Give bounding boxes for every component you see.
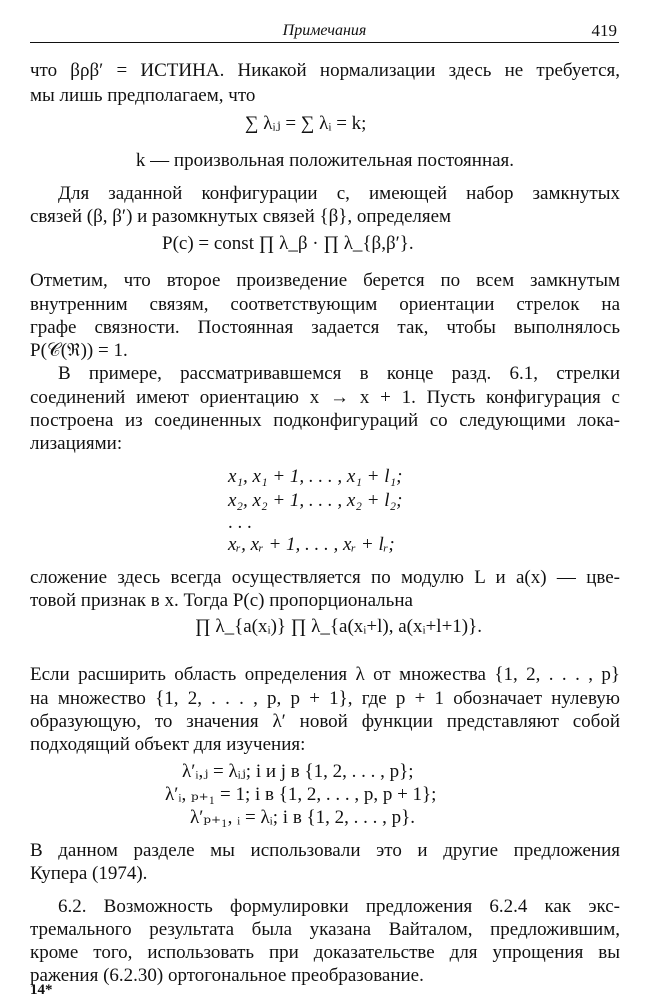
text-line: Для заданной конфигурации c, имеющей набор замкнутых xyxy=(58,183,620,204)
formula-lambda-3: λ′ₚ₊₁, ᵢ = λᵢ; i в {1, 2, . . . , p}. xyxy=(190,807,416,828)
text-line: на множество {1, 2, . . . , p, p + 1}, где p + 1 обозначает нулевую xyxy=(30,688,620,709)
text-line: 6.2. Возможность формулировки предложения 6.2.4 как экс- xyxy=(58,896,620,917)
text-line: внутренним связям, соответствующим ориентации стрелок на xyxy=(30,294,620,315)
formula-localization-2: x₂, x₂ + 1, . . . , x₂ + l₂; xyxy=(228,490,403,511)
signature-mark: 14* xyxy=(30,982,53,998)
text-line: подходящий объект для изучения: xyxy=(30,734,306,755)
text-line: графе связности. Постоянная задается так, чтобы выполнялось xyxy=(30,317,620,338)
text-line: кроме того, использовать при доказательстве для упрощения вы xyxy=(30,942,620,963)
formula-ellipsis: . . . xyxy=(228,512,252,533)
text-line: образующую, то значения λ′ новой функции представляют собой xyxy=(30,711,620,732)
text-line: что βρβ′ = ИСТИНА. Никакой нормализации здесь не требуется, xyxy=(30,60,620,81)
formula-localization-1: x₁, x₁ + 1, . . . , x₁ + l₁; xyxy=(228,466,403,487)
text-line: сложение здесь всегда осуществляется по модулю L и a(x) — цве- xyxy=(30,567,620,588)
text-line: P(𝒞(ℜ)) = 1. xyxy=(30,340,128,361)
text-line: Купера (1974). xyxy=(30,863,148,884)
text-line: соединений имеют ориентацию x → x + 1. Пусть конфигурация c xyxy=(30,387,620,408)
text-line: Отметим, что второе произведение берется по всем замкнутым xyxy=(30,270,620,291)
text-line: тремального результата была указана Вайталом, предложившим, xyxy=(30,919,620,940)
header-title: Примечания xyxy=(282,22,367,39)
text-line: лизациями: xyxy=(30,433,123,454)
text-line: мы лишь предполагаем, что xyxy=(30,85,256,106)
page-number: 419 xyxy=(591,21,617,40)
running-header xyxy=(30,20,619,43)
text-line: связей (β, β′) и разомкнутых связей {β}, определяем xyxy=(30,206,452,227)
formula-lambda-2: λ′ᵢ, ₚ₊₁ = 1; i в {1, 2, . . . , p, p + 1}; xyxy=(165,784,437,805)
text-line: k — произвольная положительная постоянная. xyxy=(135,150,515,171)
text-line: товой признак в x. Тогда P(c) пропорциональна xyxy=(30,590,413,611)
formula-product: P(c) = const ∏ λ_β · ∏ λ_{β,β′}. xyxy=(162,233,414,254)
formula-sum: ∑ λᵢⱼ = ∑ λᵢ = k; xyxy=(245,113,367,134)
text-line: Если расширить область определения λ от множества {1, 2, . . . , p} xyxy=(30,664,620,685)
formula-localization-r: xᵣ, xᵣ + 1, . . . , xᵣ + lᵣ; xyxy=(228,534,395,555)
text-line: В примере, рассматривавшемся в конце разд. 6.1, стрелки xyxy=(58,363,620,384)
formula-lambda-1: λ′ᵢ,ⱼ = λᵢⱼ; i и j в {1, 2, . . . , p}; xyxy=(182,761,414,782)
text-line: построена из соединенных подконфигураций со следующими лока- xyxy=(30,410,620,431)
formula-proportional: ∏ λ_{a(xᵢ)} ∏ λ_{a(xᵢ+l), a(xᵢ+l+1)}. xyxy=(195,616,482,637)
text-line: ражения (6.2.30) ортогональное преобразование. xyxy=(30,965,424,986)
text-line: В данном разделе мы использовали это и другие предложения xyxy=(30,840,620,861)
